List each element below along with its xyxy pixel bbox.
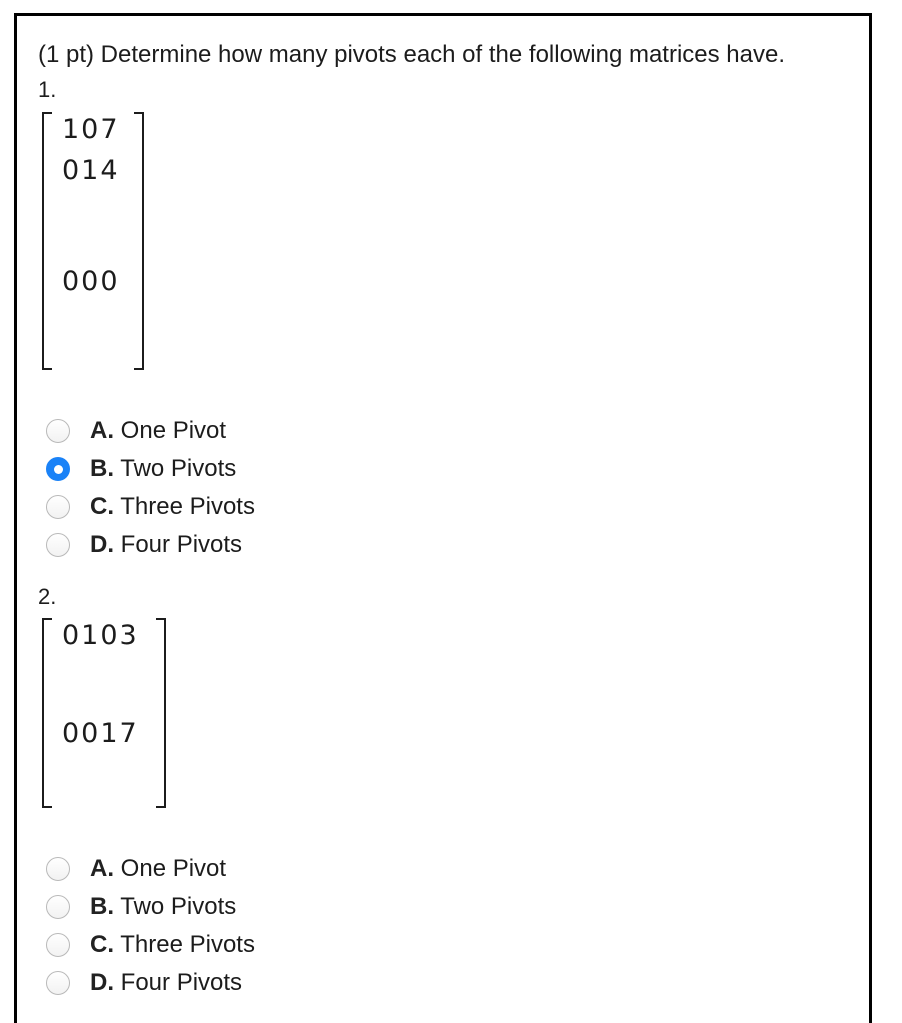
option-text: Four Pivots	[120, 531, 243, 558]
part-1-number: 1.	[38, 77, 57, 102]
option-letter: B.	[90, 893, 114, 920]
option-text: Two Pivots	[120, 455, 237, 482]
matrix-row: 014	[62, 155, 120, 186]
option-letter: C.	[90, 493, 114, 520]
option-text: One Pivot	[120, 855, 227, 882]
part-2-option-c[interactable]	[46, 926, 255, 964]
matrix-left-bracket	[42, 112, 52, 370]
part-1-matrix	[42, 112, 144, 370]
radio-button[interactable]	[46, 533, 70, 557]
part-1-option-b[interactable]	[46, 450, 255, 488]
part-2-matrix	[42, 618, 166, 808]
option-letter: C.	[90, 931, 114, 958]
radio-button-selected[interactable]	[46, 457, 70, 481]
option-text: Four Pivots	[120, 969, 243, 996]
option-letter: D.	[90, 969, 114, 996]
radio-button[interactable]	[46, 971, 70, 995]
part-2-number: 2.	[38, 584, 57, 609]
matrix-left-bracket	[42, 618, 52, 808]
matrix-right-bracket	[134, 112, 144, 370]
matrix-row: 107	[62, 114, 120, 145]
matrix-row: 000	[62, 266, 120, 297]
option-text: Three Pivots	[120, 931, 255, 958]
option-letter: B.	[90, 455, 114, 482]
radio-button[interactable]	[46, 895, 70, 919]
part-1-option-a[interactable]	[46, 412, 255, 450]
matrix-row: 0017	[62, 718, 139, 749]
matrix-row: 0103	[62, 620, 139, 651]
option-text: One Pivot	[120, 417, 227, 444]
part-2-option-b[interactable]	[46, 888, 255, 926]
matrix-right-bracket	[156, 618, 166, 808]
option-letter: A.	[90, 417, 114, 444]
radio-button[interactable]	[46, 495, 70, 519]
part-2-option-d[interactable]	[46, 964, 255, 1002]
question-prompt: (1 pt) Determine how many pivots each of the following matrices have.	[38, 41, 786, 68]
radio-button[interactable]	[46, 933, 70, 957]
radio-button[interactable]	[46, 857, 70, 881]
option-letter: D.	[90, 531, 114, 558]
option-letter: A.	[90, 855, 114, 882]
option-text: Three Pivots	[120, 493, 255, 520]
part-2-option-a[interactable]	[46, 850, 255, 888]
radio-button[interactable]	[46, 419, 70, 443]
part-1-option-c[interactable]	[46, 488, 255, 526]
part-2-options	[46, 850, 255, 1002]
option-text: Two Pivots	[120, 893, 237, 920]
part-1-options	[46, 412, 255, 564]
part-1-option-d[interactable]	[46, 526, 255, 564]
